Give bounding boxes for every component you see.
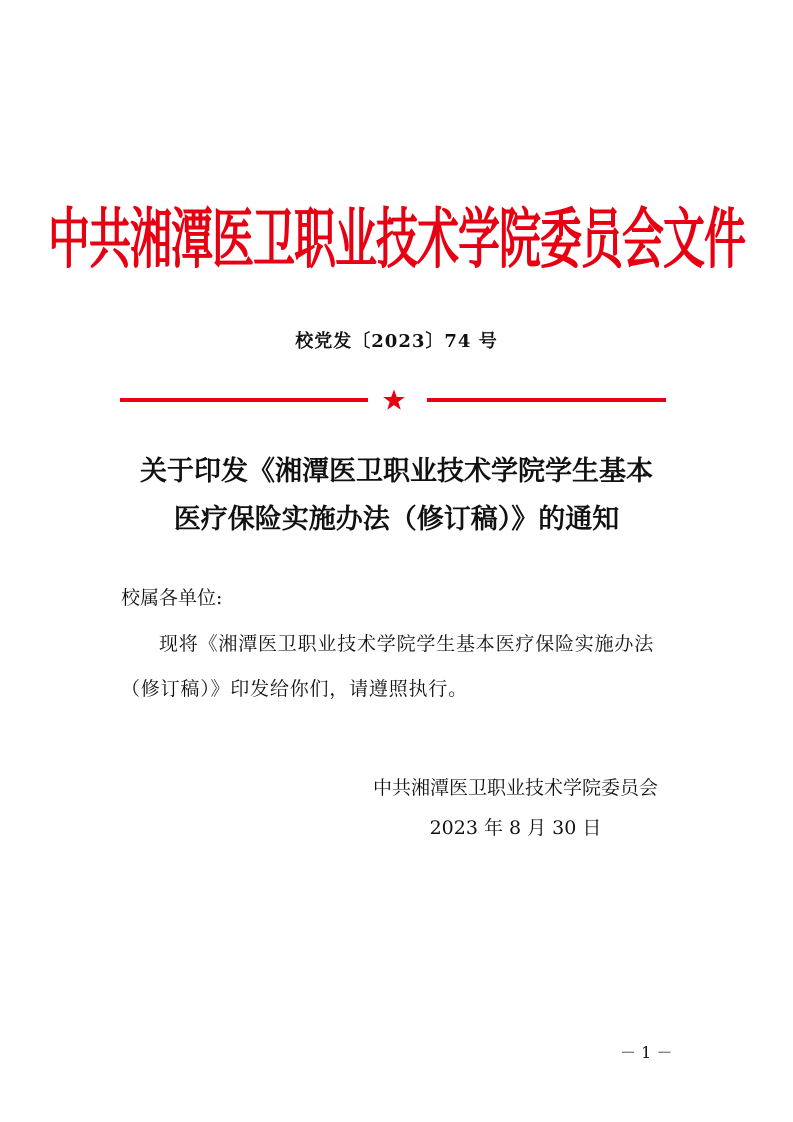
issuer-heading: 中共湘潭医卫职业技术学院委员会文件 xyxy=(48,200,746,277)
document-number: 校党发〔2023〕74 号 xyxy=(295,331,498,352)
red-separator xyxy=(120,388,666,412)
separator-line-left xyxy=(120,398,368,402)
signature-organization: 中共湘潭医卫职业技术学院委员会 xyxy=(372,777,658,799)
notice-title xyxy=(90,448,703,544)
star-icon xyxy=(382,388,406,412)
title-line-2: 医疗保险实施办法（修订稿）》的通知 xyxy=(173,504,620,535)
separator-line-right xyxy=(427,398,666,402)
body-paragraph: 现将《湘潭医卫职业技术学院学生基本医疗保险实施办法（修订稿）》印发给你们，请遵照执行。 xyxy=(121,633,655,700)
page-number: － 1 － xyxy=(620,1043,673,1062)
signature-block xyxy=(373,768,658,848)
salutation: 校属各单位: xyxy=(121,587,223,609)
red-header xyxy=(48,190,746,280)
signature-date: 2023 年 8 月 30 日 xyxy=(429,817,602,839)
title-line-1: 关于印发《湘潭医卫职业技术学院学生基本 xyxy=(140,456,653,487)
